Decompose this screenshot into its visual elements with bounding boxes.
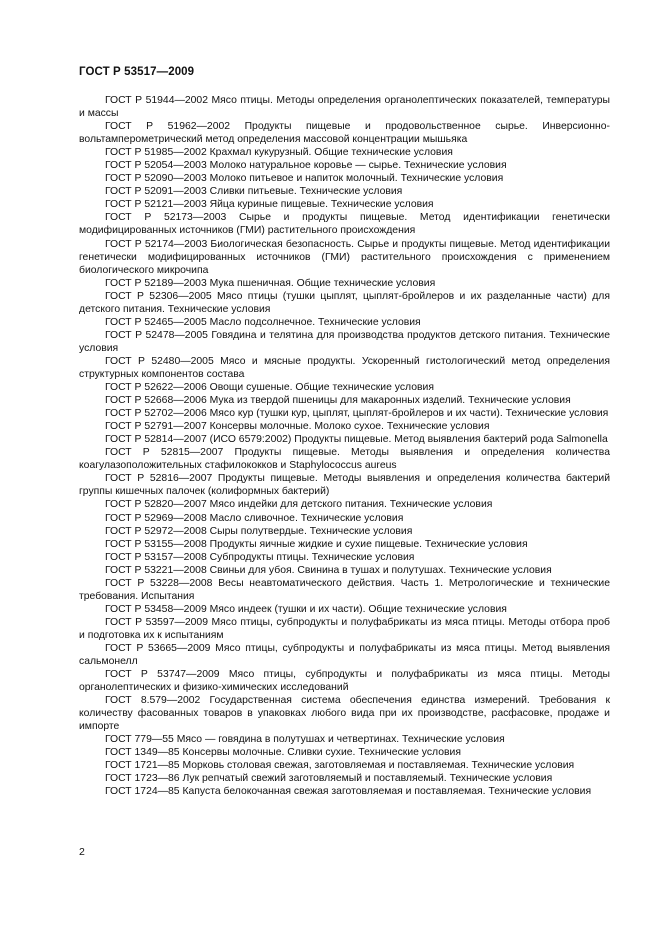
page-number: 2 [79, 846, 85, 858]
reference-entry: ГОСТ Р 52791—2007 Консервы молочные. Молоко сухое. Технические условия [105, 421, 490, 433]
reference-entry: ГОСТ 1723—86 Лук репчатый свежий заготовляемый и поставляемый. Технические условия [105, 773, 553, 785]
reference-entry: ГОСТ Р 53597—2009 Мясо птицы, субпродукты и полуфабрикаты из мяса птицы. Методы отбора проб и подготовка их к испытаниям [79, 616, 610, 641]
reference-entry: ГОСТ Р 52174—2003 Биологическая безопасность. Сырье и продукты пищевые. Метод идентификации генетически модифицированных источников (ГМИ) растительного происхождения с применением биологического микрочипа [79, 238, 610, 276]
normative-references-list [79, 94, 610, 799]
reference-entry: ГОСТ Р 53157—2008 Субпродукты птицы. Технические условия [105, 551, 415, 563]
reference-entry: ГОСТ 1349—85 Консервы молочные. Сливки сухие. Технические условия [105, 747, 461, 759]
reference-entry: ГОСТ Р 53665—2009 Мясо птицы, субпродукты и полуфабрикаты из мяса птицы. Метод выявления сальмонелл [79, 642, 610, 668]
reference-entry: ГОСТ Р 52668—2006 Мука из твердой пшеницы для макаронных изделий. Технические условия [105, 395, 571, 407]
reference-entry: ГОСТ Р 52121—2003 Яйца куриные пищевые. Технические условия [105, 199, 434, 211]
reference-entry: ГОСТ Р 52465—2005 Масло подсолнечное. Технические условия [105, 316, 421, 328]
document-header: ГОСТ Р 53517—2009 [79, 66, 195, 78]
reference-entry: ГОСТ Р 52972—2008 Сыры полутвердые. Технические условия [105, 525, 413, 537]
reference-entry: ГОСТ Р 52090—2003 Молоко питьевое и напиток молочный. Технические условия [105, 173, 504, 185]
reference-entry: ГОСТ Р 52702—2006 Мясо кур (тушки кур, цыплят, цыплят-бройлеров и их части). Технические условия [105, 408, 609, 420]
reference-entry: ГОСТ Р 52306—2005 Мясо птицы (тушки цыплят, цыплят-бройлеров и их разделанные части) для детского питания. Технические условия [79, 290, 610, 315]
reference-entry: ГОСТ Р 51944—2002 Мясо птицы. Методы определения органолептических показателей, температуры и массы [79, 95, 610, 120]
reference-entry: ГОСТ Р 52478—2005 Говядина и телятина для производства продуктов детского питания. Технические условия [79, 329, 610, 354]
reference-entry: ГОСТ Р 52480—2005 Мясо и мясные продукты. Ускоренный гистологический метод определения структурных компонентов состава [79, 355, 610, 380]
reference-entry: ГОСТ Р 53221—2008 Свиньи для убоя. Свинина в тушах и полутушах. Технические условия [105, 564, 552, 576]
reference-entry: ГОСТ 8.579—2002 Государственная система обеспечения единства измерений. Требования к количеству фасованных товаров в упаковках любого вида при их производстве, расфасовке, продаже и импорте [79, 695, 610, 733]
reference-entry: ГОСТ 1724—85 Капуста белокочанная свежая заготовляемая и поставляемая. Технические условия [105, 786, 592, 798]
reference-entry: ГОСТ Р 52189—2003 Мука пшеничная. Общие технические условия [105, 277, 436, 289]
reference-entry: ГОСТ Р 52173—2003 Сырье и продукты пищевые. Метод идентификации генетически модифицированных источников (ГМИ) растительного происхождения [79, 212, 610, 237]
reference-entry: ГОСТ Р 53155—2008 Продукты яичные жидкие и сухие пищевые. Технические условия [105, 538, 528, 550]
reference-entry: ГОСТ Р 52816—2007 Продукты пищевые. Методы выявления и определения количества бактерий группы кишечных палочек (колиформных бактерий) [79, 473, 610, 498]
reference-entry: ГОСТ Р 51985—2002 Крахмал кукурузный. Общие технические условия [105, 147, 453, 159]
reference-entry: ГОСТ Р 52820—2007 Мясо индейки для детского питания. Технические условия [105, 499, 493, 511]
reference-entry: ГОСТ Р 53228—2008 Весы неавтоматического действия. Часть 1. Метрологические и технические требования. Испытания [79, 577, 610, 602]
reference-entry: ГОСТ Р 53458—2009 Мясо индеек (тушки и их части). Общие технические условия [105, 603, 507, 615]
reference-entry: ГОСТ Р 52622—2006 Овощи сушеные. Общие технические условия [105, 382, 434, 394]
reference-entry: ГОСТ 1721—85 Морковь столовая свежая, заготовляемая и поставляемая. Технические условия [105, 760, 575, 772]
reference-entry: ГОСТ Р 51962—2002 Продукты пищевые и продовольственное сырье. Инверсионно-вольтамперометрический метод определения массовой концентрации мышьяка [79, 121, 610, 146]
reference-entry: ГОСТ Р 52814—2007 (ИСО 6579:2002) Продукты пищевые. Метод выявления бактерий рода Salmonella [105, 434, 608, 446]
reference-entry: ГОСТ Р 52969—2008 Масло сливочное. Технические условия [105, 512, 404, 524]
reference-entry: ГОСТ Р 53747—2009 Мясо птицы, субпродукты и полуфабрикаты из мяса птицы. Методы органолептических и физико-химических исследований [79, 669, 610, 694]
reference-entry: ГОСТ 779—55 Мясо — говядина в полутушах и четвертинах. Технические условия [105, 734, 505, 746]
reference-entry: ГОСТ Р 52054—2003 Молоко натуральное коровье — сырье. Технические условия [105, 160, 507, 172]
reference-entry: ГОСТ Р 52815—2007 Продукты пищевые. Методы выявления и определения количества коагулазоположительных стафилококков и Staphylococcus aureus [79, 447, 610, 472]
reference-entry: ГОСТ Р 52091—2003 Сливки питьевые. Технические условия [105, 186, 403, 198]
